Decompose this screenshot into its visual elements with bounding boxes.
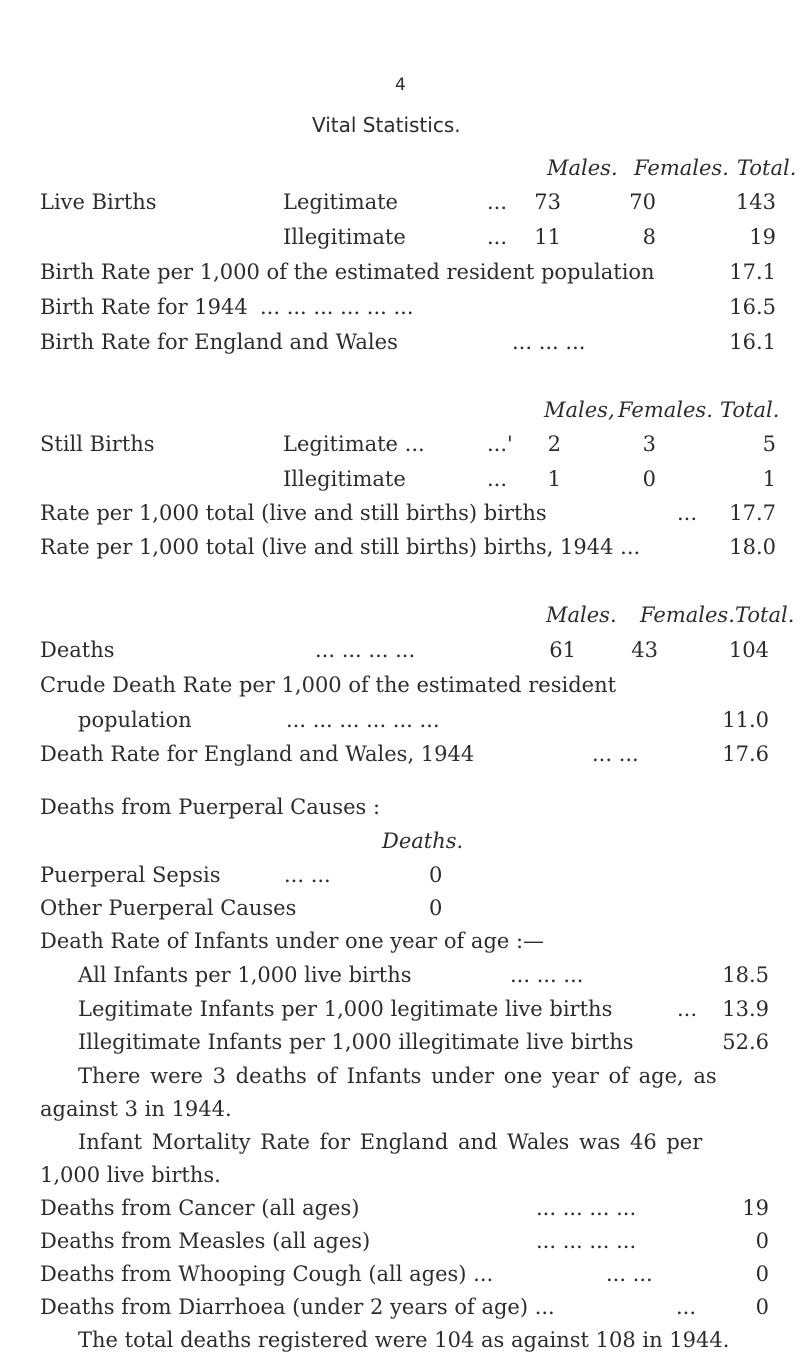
still-birth-rate-label: Rate per 1,000 total (live and still births) births, 1944 ...: [40, 534, 641, 559]
puerperal-heading: Deaths from Puerperal Causes :: [40, 795, 381, 820]
deaths-header-females: Females.: [640, 603, 735, 628]
crude-death-rate-label: population: [78, 707, 192, 732]
deaths-header-males: Males.: [546, 603, 617, 628]
infant-rate-dots: ... ... ...: [510, 962, 584, 987]
live-births-header-males: Males.: [547, 155, 618, 180]
other-deaths-dots: ... ... ... ...: [536, 1228, 637, 1253]
still-births-row-females: 0: [642, 466, 656, 491]
deaths-males: 61: [549, 638, 576, 663]
puerperal-row-value: 0: [429, 862, 443, 887]
live-births-header-total: Total.: [737, 155, 797, 180]
still-births-header-males: Males,: [544, 397, 615, 422]
still-birth-rate-label: Rate per 1,000 total (live and still births) births: [40, 500, 547, 525]
live-births-label: Live Births: [40, 189, 157, 214]
live-births-row-label: Illegitimate: [283, 225, 406, 250]
still-births-header-total: Total.: [720, 397, 780, 422]
infant-rate-label: All Infants per 1,000 live births: [78, 962, 412, 987]
deaths-total: 104: [728, 638, 769, 663]
paragraph-line: 1,000 live births.: [40, 1162, 221, 1187]
other-deaths-value: 0: [755, 1228, 769, 1253]
still-births-label: Still Births: [40, 431, 155, 456]
live-births-row-dots: ...: [487, 189, 508, 214]
birth-rate-dots: ... ... ...: [512, 330, 586, 354]
infant-rate-heading: Death Rate of Infants under one year of age :—: [40, 928, 545, 953]
other-deaths-label: Deaths from Diarrhoea (under 2 years of age) ...: [40, 1294, 555, 1319]
paragraph-line: Infant Mortality Rate for England and Wales was 46 per: [78, 1129, 703, 1154]
infant-rate-dots: ...: [677, 996, 698, 1021]
birth-rate-value: 17.1: [729, 260, 776, 285]
other-deaths-dots: ... ...: [606, 1261, 653, 1286]
infant-rate-value: 18.5: [722, 962, 769, 987]
still-births-row-dots: ...': [487, 431, 513, 456]
crude-death-rate-dots: ... ... ... ... ... ...: [286, 707, 440, 732]
puerperal-row-dots: ... ...: [284, 862, 331, 887]
birth-rate-value: 16.1: [729, 330, 776, 354]
still-birth-rate-dots: ...: [677, 500, 698, 525]
ew-death-rate-value: 17.6: [722, 741, 769, 766]
puerperal-row-label: Puerperal Sepsis: [40, 862, 221, 887]
other-deaths-value: 0: [755, 1294, 769, 1319]
still-births-header-females: Females.: [618, 397, 713, 422]
crude-death-rate-label: Crude Death Rate per 1,000 of the estimated resident: [40, 673, 617, 698]
live-births-row-females: 8: [642, 225, 656, 250]
ew-death-rate-dots: ... ...: [592, 741, 639, 766]
ew-death-rate-label: Death Rate for England and Wales, 1944: [40, 741, 475, 766]
live-births-row-males: 11: [534, 225, 561, 250]
infant-rate-label: Legitimate Infants per 1,000 legitimate live births: [78, 996, 613, 1021]
live-births-row-males: 73: [534, 189, 561, 214]
deaths-header-total: Total.: [735, 603, 795, 628]
birth-rate-dots: ... ... ... ... ... ...: [260, 295, 414, 320]
paragraph-line: against 3 in 1944.: [40, 1096, 232, 1121]
puerperal-column-header: Deaths.: [382, 829, 464, 853]
still-birth-rate-value: 18.0: [729, 534, 776, 559]
other-deaths-label: Deaths from Measles (all ages): [40, 1228, 371, 1253]
closing-statement: The total deaths registered were 104 as against 108 in 1944.: [78, 1328, 730, 1352]
still-births-row-males: 2: [547, 431, 561, 456]
page-title: Vital Statistics.: [312, 112, 461, 137]
still-birth-rate-value: 17.7: [729, 500, 776, 525]
deaths-label: Deaths: [40, 638, 115, 663]
infant-rate-value: 13.9: [722, 996, 769, 1021]
birth-rate-label: Birth Rate for England and Wales: [40, 330, 398, 354]
infant-rate-value: 52.6: [722, 1029, 769, 1054]
puerperal-row-label: Other Puerperal Causes: [40, 895, 297, 920]
birth-rate-label: Birth Rate for 1944: [40, 295, 248, 320]
paragraph-line: There were 3 deaths of Infants under one year of age, as: [78, 1063, 717, 1088]
deaths-females: 43: [631, 638, 658, 663]
live-births-row-females: 70: [629, 189, 656, 214]
puerperal-row-value: 0: [429, 895, 443, 920]
still-births-row-label: Illegitimate: [283, 466, 406, 491]
live-births-row-label: Legitimate: [283, 189, 398, 214]
live-births-header-females: Females.: [634, 155, 729, 180]
still-births-row-total: 1: [762, 466, 776, 491]
birth-rate-value: 16.5: [729, 295, 776, 320]
other-deaths-label: Deaths from Cancer (all ages): [40, 1195, 360, 1220]
page-number: 4: [395, 75, 406, 95]
still-births-row-females: 3: [642, 431, 656, 456]
crude-death-rate-value: 11.0: [722, 707, 769, 732]
still-births-row-males: 1: [547, 466, 561, 491]
deaths-dots: ... ... ... ...: [315, 638, 416, 663]
still-births-row-label: Legitimate ...: [283, 431, 425, 456]
other-deaths-dots: ... ... ... ...: [536, 1195, 637, 1220]
other-deaths-label: Deaths from Whooping Cough (all ages) ...: [40, 1261, 494, 1286]
live-births-row-total: 143: [735, 189, 776, 214]
other-deaths-value: 0: [755, 1261, 769, 1286]
live-births-row-total: 19: [749, 225, 776, 250]
infant-rate-label: Illegitimate Infants per 1,000 illegitimate live births: [78, 1029, 634, 1054]
live-births-row-dots: ...: [487, 225, 508, 250]
still-births-row-dots: ...: [487, 466, 508, 491]
other-deaths-dots: ...: [676, 1294, 697, 1319]
other-deaths-value: 19: [742, 1195, 769, 1220]
birth-rate-label: Birth Rate per 1,000 of the estimated resident population: [40, 260, 655, 285]
still-births-row-total: 5: [762, 431, 776, 456]
